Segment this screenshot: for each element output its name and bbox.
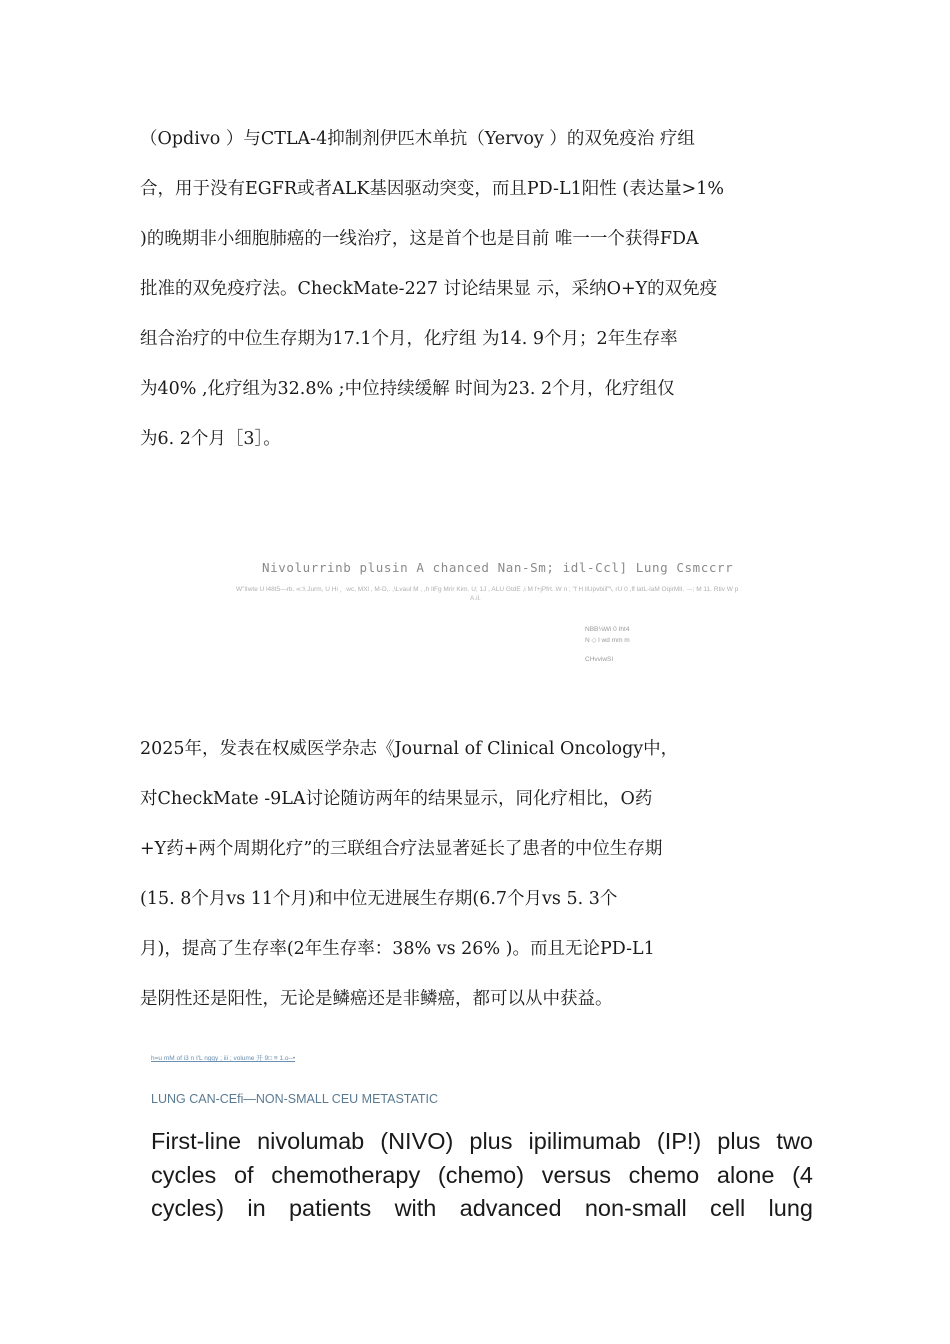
paragraph-line: 月)，提高了生存率(2年生存率：38% vs 26% )。而且无论PD-L1 bbox=[140, 939, 655, 959]
paragraph-line: 为40% ,化疗组为32.8% ;中位持续缓解 时间为23. 2个月，化疗组仅 bbox=[140, 379, 675, 399]
paragraph-line: 合，用于没有EGFR或者ALK基因驱动突变，而且PD-L1阳性 (表达量>1% bbox=[140, 179, 725, 199]
figure-title: Nivolurrinb plusin A chanced Nan-Sm; idl-Ccl] Lung Csmccrr bbox=[262, 560, 734, 575]
figure-note: N ◇ l wd mm m bbox=[585, 637, 630, 644]
figure-authors-continued: A.il. bbox=[470, 595, 481, 602]
journal-header-link[interactable]: h=u mM of i3 n I'L nggy ; iii ; volume 开 9□ ≡ 1.o--• bbox=[151, 1055, 296, 1062]
paragraph-line: 是阴性还是阳性，无论是鳞癌还是非鳞癌，都可以从中获益。 bbox=[140, 989, 613, 1009]
paragraph-line: 对CheckMate -9LA讨论随访两年的结果显示，同化疗相比，O药 bbox=[140, 789, 653, 809]
paragraph-line: 为6. 2个月［3］。 bbox=[140, 429, 281, 449]
paragraph-line: 组合治疗的中位生存期为17.1个月，化疗组 为14. 9个月；2年生存率 bbox=[140, 329, 678, 349]
paragraph-line: （Opdivo ）与CTLA-4抑制剂伊匹木单抗（Yervoy ）的双免疫治 疗组 bbox=[140, 129, 695, 149]
figure-note: NBB⅛Wi 0 Iht4 bbox=[585, 626, 630, 633]
paragraph-line: 批准的双免疫疗法。CheckMate-227 讨论结果显 示，采纳O+Y的双免疫 bbox=[140, 279, 718, 299]
article-title-line: First-line nivolumab (NIVO) plus ipilimumab (IP!) plus two bbox=[151, 1128, 813, 1154]
figure-note: CHvviwSI bbox=[585, 656, 614, 663]
article-title-line: cycles of chemotherapy (chemo) versus chemo alone (4 bbox=[151, 1161, 813, 1188]
paragraph-line: )的晚期非小细胞肺癌的一线治疗，这是首个也是目前 唯一一个获得FDA bbox=[140, 229, 699, 249]
article-title bbox=[151, 1125, 813, 1226]
paragraph-line: 2025年，发表在权威医学杂志《Journal of Clinical Oncology中， bbox=[140, 739, 679, 759]
article-title-line: cycles) in patients with advanced non-small cell lung bbox=[151, 1195, 813, 1221]
section-label: LUNG CAN-CEfi—NON-SMALL CEU METASTATIC bbox=[151, 1092, 439, 1106]
paragraph-line: (15. 8个月vs 11个月)和中位无进展生存期(6.7个月vs 5. 3个 bbox=[140, 889, 618, 909]
body-paragraph-2 bbox=[140, 724, 820, 1024]
figure-authors: W"lIwte U l48t5—rb. «□\ Jurm, U Hi ，wc, MXl , M-D,. ,\Lvaul M , ,h llFg Mrir Kim. U; 1J , ALU GtdE ,i M f+jPfrt. W n ; "f H llUpvbiif"\, rU 0 ,ff latL-laM OqirMlI. ·--; M 11. Rtiv W p bbox=[236, 586, 739, 593]
body-paragraph-1 bbox=[140, 114, 820, 464]
paragraph-line: +Y药+两个周期化疗”的三联组合疗法显著延长了患者的中位生存期 bbox=[140, 839, 663, 859]
